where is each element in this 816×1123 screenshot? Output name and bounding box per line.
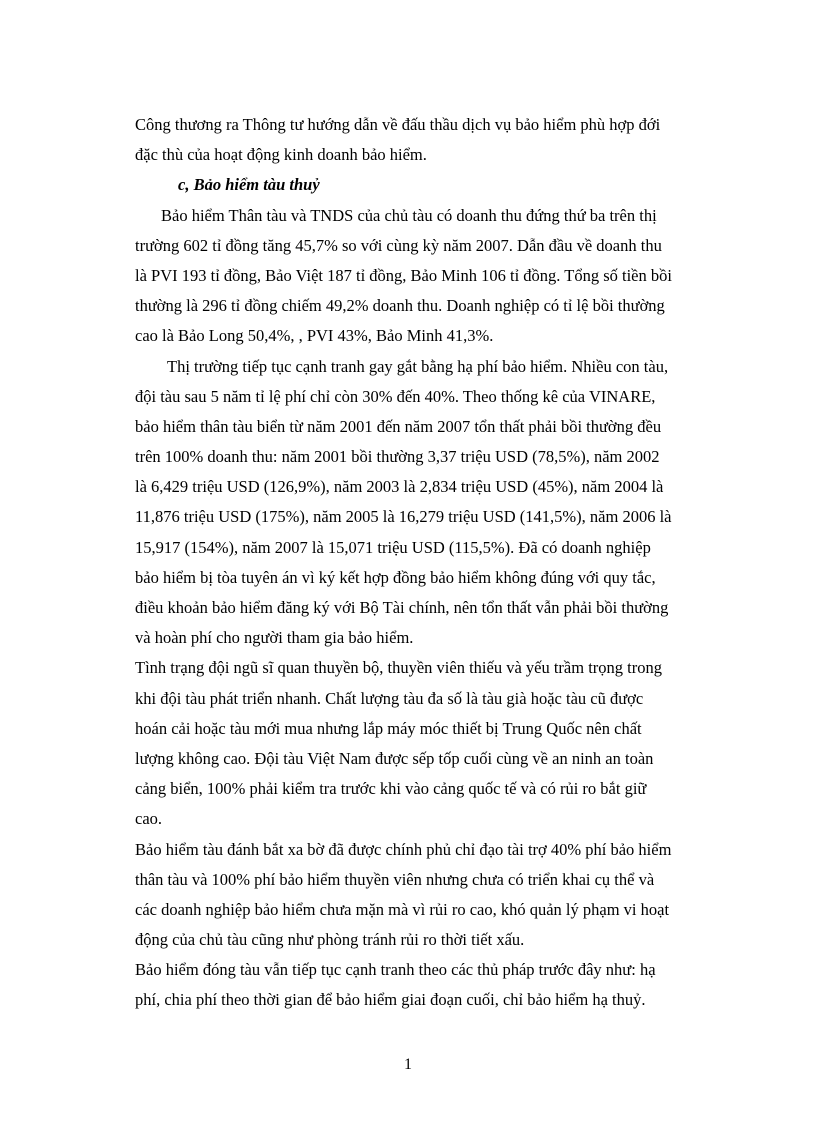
text-line: thân tàu và 100% phí bảo hiểm thuyền viên nhưng chưa có triển khai cụ thể và — [135, 869, 655, 889]
text-line: và hoàn phí cho người tham gia bảo hiểm. — [135, 628, 414, 648]
paragraph — [135, 201, 719, 352]
text-line: trường 602 tỉ đồng tăng 45,7% so với cùng kỳ năm 2007. Dẫn đầu về doanh thu — [135, 235, 662, 255]
text-line: cảng biển, 100% phải kiểm tra trước khi vào cảng quốc tế và có rủi ro bắt giữ — [135, 779, 647, 799]
text-line: Bảo hiểm tàu đánh bắt xa bờ đã được chính phủ chỉ đạo tài trợ 40% phí bảo hiểm — [135, 839, 672, 859]
text-line: Thị trường tiếp tục cạnh tranh gay gắt bằng hạ phí bảo hiểm. Nhiều con tàu, — [167, 356, 669, 376]
text-line: Tình trạng đội ngũ sĩ quan thuyền bộ, thuyền viên thiếu và yếu trầm trọng trong — [135, 658, 662, 678]
text-line: các doanh nghiệp bảo hiểm chưa mặn mà vì rủi ro cao, khó quản lý phạm vi hoạt — [135, 899, 670, 919]
text-line: động của chủ tàu cũng như phòng tránh rủi ro thời tiết xấu. — [135, 930, 525, 950]
paragraph — [135, 955, 719, 1015]
heading-text: c, Bảo hiểm tàu thuỷ — [178, 175, 320, 195]
text-line: Bảo hiểm đóng tàu vẫn tiếp tục cạnh tranh theo các thủ pháp trước đây như: hạ — [135, 960, 656, 980]
text-line: 15,917 (154%), năm 2007 là 15,071 triệu USD (115,5%). Đã có doanh nghiệp — [135, 537, 651, 557]
section-heading — [135, 170, 719, 200]
text-line: 11,876 triệu USD (175%), năm 2005 là 16,279 triệu USD (141,5%), năm 2006 là — [135, 507, 672, 527]
text-line: điều khoản bảo hiểm đăng ký với Bộ Tài chính, nên tổn thất vẫn phải bồi thường — [135, 598, 669, 617]
text-line: là 6,429 triệu USD (126,9%), năm 2003 là 2,834 triệu USD (45%), năm 2004 là — [135, 477, 664, 497]
paragraph — [135, 835, 719, 956]
text-line: Công thương ra Thông tư hướng dẫn về đấu thầu dịch vụ bảo hiểm phù hợp đới — [135, 115, 661, 134]
paragraph — [135, 352, 719, 654]
text-line: khi đội tàu phát triển nhanh. Chất lượng tàu đa số là tàu già hoặc tàu cũ được — [135, 688, 644, 708]
text-line: cao là Bảo Long 50,4%, , PVI 43%, Bảo Minh 41,3%. — [135, 326, 494, 346]
text-line: lượng không cao. Đội tàu Việt Nam được sếp tốp cuối cùng về an ninh an toàn — [135, 748, 654, 768]
page-number: 1 — [404, 1056, 412, 1073]
text-line: bảo hiểm thân tàu biển từ năm 2001 đến năm 2007 tổn thất phải bồi thường đều — [135, 416, 662, 436]
text-line: đặc thù của hoạt động kinh doanh bảo hiểm. — [135, 145, 427, 165]
text-line: đội tàu sau 5 năm tỉ lệ phí chỉ còn 30% đến 40%. Theo thống kê của VINARE, — [135, 386, 656, 406]
text-line: là PVI 193 tỉ đồng, Bảo Việt 187 tỉ đồng, Bảo Minh 106 tỉ đồng. Tổng số tiền bồi — [135, 265, 672, 285]
text-line: Bảo hiểm Thân tàu và TNDS của chủ tàu có doanh thu đứng thứ ba trên thị — [161, 205, 657, 225]
paragraph — [135, 653, 719, 834]
text-line: hoán cải hoặc tàu mới mua nhưng lắp máy móc thiết bị Trung Quốc nên chất — [135, 718, 642, 738]
text-line: thường là 296 tỉ đồng chiếm 49,2% doanh thu. Doanh nghiệp có tỉ lệ bồi thường — [135, 296, 665, 316]
text-line: phí, chia phí theo thời gian để bảo hiểm giai đoạn cuối, chỉ bảo hiểm hạ thuỷ. — [135, 990, 646, 1010]
paragraph — [135, 110, 719, 170]
text-line: trên 100% doanh thu: năm 2001 bồi thường 3,37 triệu USD (78,5%), năm 2002 — [135, 447, 660, 467]
text-line: bảo hiểm bị tòa tuyên án vì ký kết hợp đồng bảo hiểm không đúng với quy tắc, — [135, 567, 656, 587]
text-line: cao. — [135, 809, 163, 829]
document-body — [135, 110, 719, 1016]
